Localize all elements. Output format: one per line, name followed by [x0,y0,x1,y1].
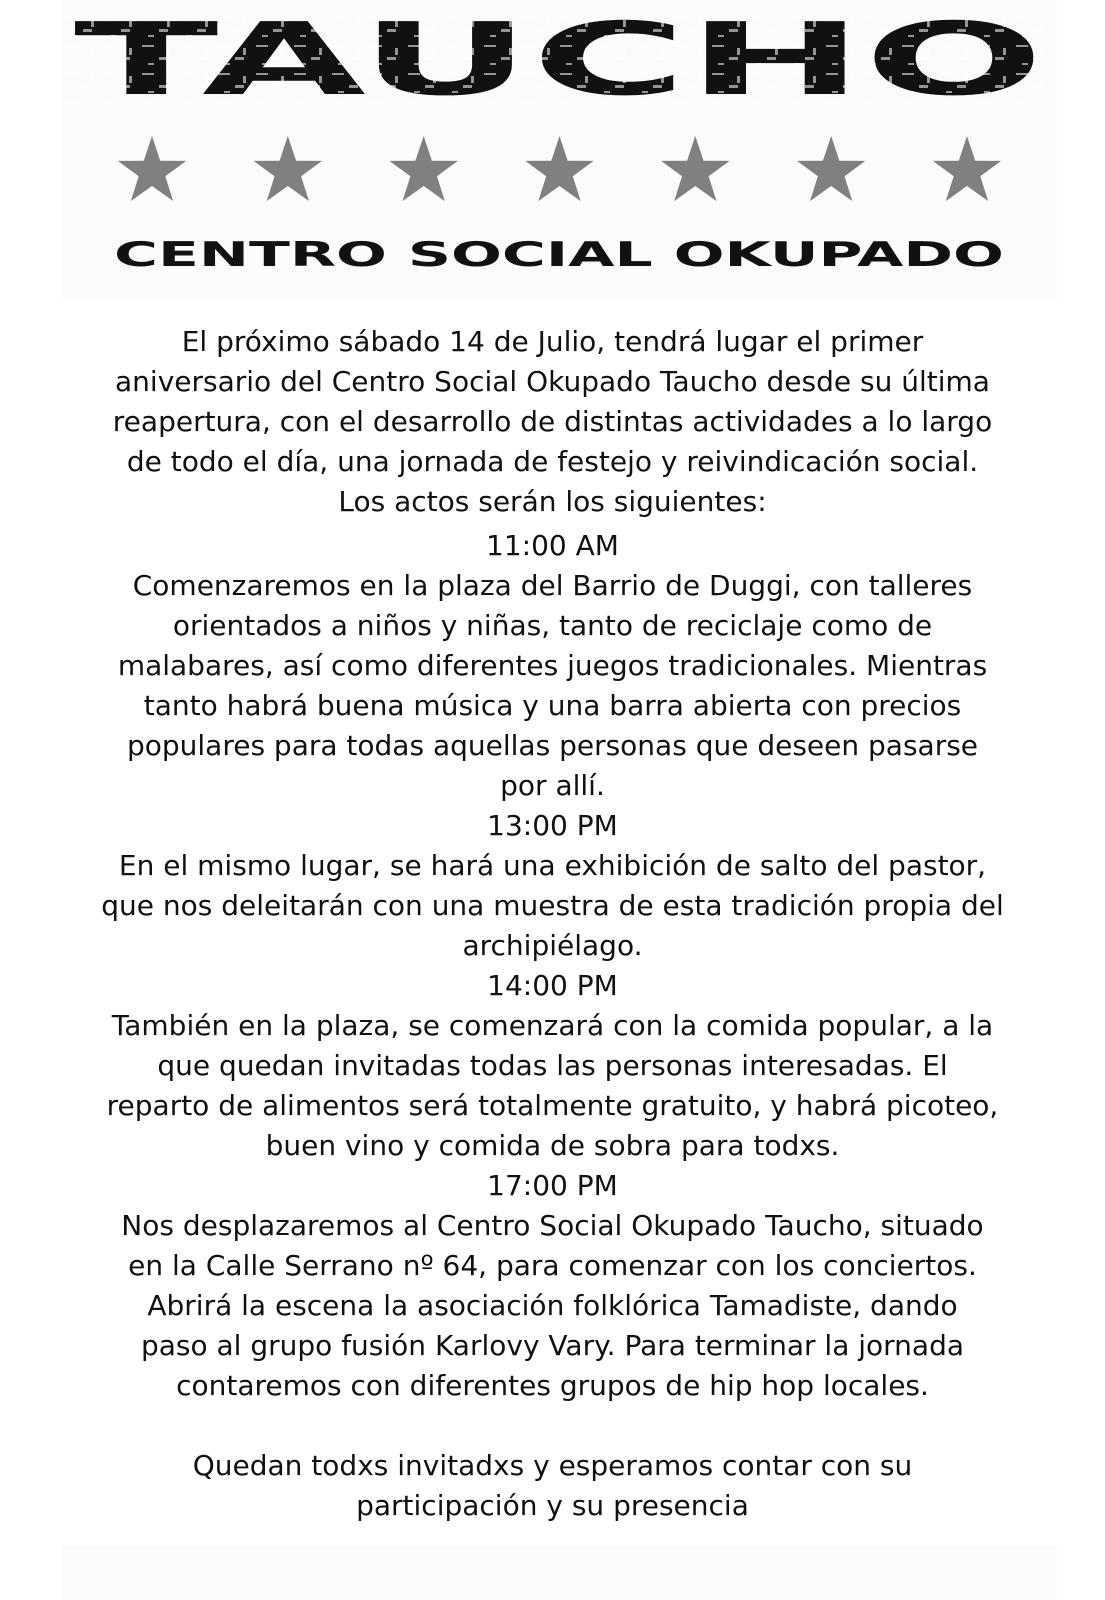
bottom-band [62,1545,1057,1600]
event-time-4: 17:00 PM [487,1169,618,1202]
star-icon [661,136,730,201]
star-icon [933,136,1001,201]
closing-paragraph: Quedan todxs invitadxs y esperamos contar con su participación y su presencia [192,1449,913,1522]
event-time-2: 13:00 PM [487,809,618,842]
event-time-1: 11:00 AM [486,529,619,562]
subtitle-text: CENTRO SOCIAL OKUPADO [114,236,1004,272]
star-icon [525,136,593,201]
star-icon [389,136,458,201]
intro-paragraph: El próximo sábado 14 de Julio, tendrá lugar el primer aniversario del Centro Social Okupado Taucho desde su última reapertura, con el desarrollo de distintas actividades a lo largo de todo el día, una jornada de festejo y reivindicación social. Los actos serán los siguientes: [112,325,993,518]
star-icon [118,136,186,201]
star-row [62,128,1057,208]
star-icon [254,136,323,201]
event-time-3: 14:00 PM [487,969,618,1002]
event-text-1: Comenzaremos en la plaza del Barrio de Duggi, con talleres orientados a niños y niñas, tanto de reciclaje como de malabares, así como diferentes juegos tradicionales. Mientras tanto habrá buena música y una barra abierta con precios populares para todas aquellas personas que deseen pasarse por allí. [117,569,988,802]
event-text-3: También en la plaza, se comenzará con la comida popular, a la que quedan invitadas todas las personas interesadas. El reparto de alimentos será totalmente gratuito, y habrá picoteo, buen vino y comida de sobra para todxs. [106,1009,999,1162]
subtitle-graphic [62,236,1057,272]
event-text-2: En el mismo lugar, se hará una exhibición de salto del pastor, que nos deleitarán con una muestra de esta tradición propia del archipiélago. [101,849,1004,962]
event-description [20,322,1085,1526]
poster-header [62,0,1057,300]
event-text-4: Nos desplazaremos al Centro Social Okupado Taucho, situado en la Calle Serrano nº 64, para comenzar con los conciertos. Abrirá la escena la asociación folklórica Tamadiste, dando paso al grupo fusión Karlovy Vary. Para terminar la jornada contaremos con diferentes grupos de hip hop locales. [121,1209,984,1402]
taucho-logo [62,14,1057,104]
star-icon [797,136,866,201]
